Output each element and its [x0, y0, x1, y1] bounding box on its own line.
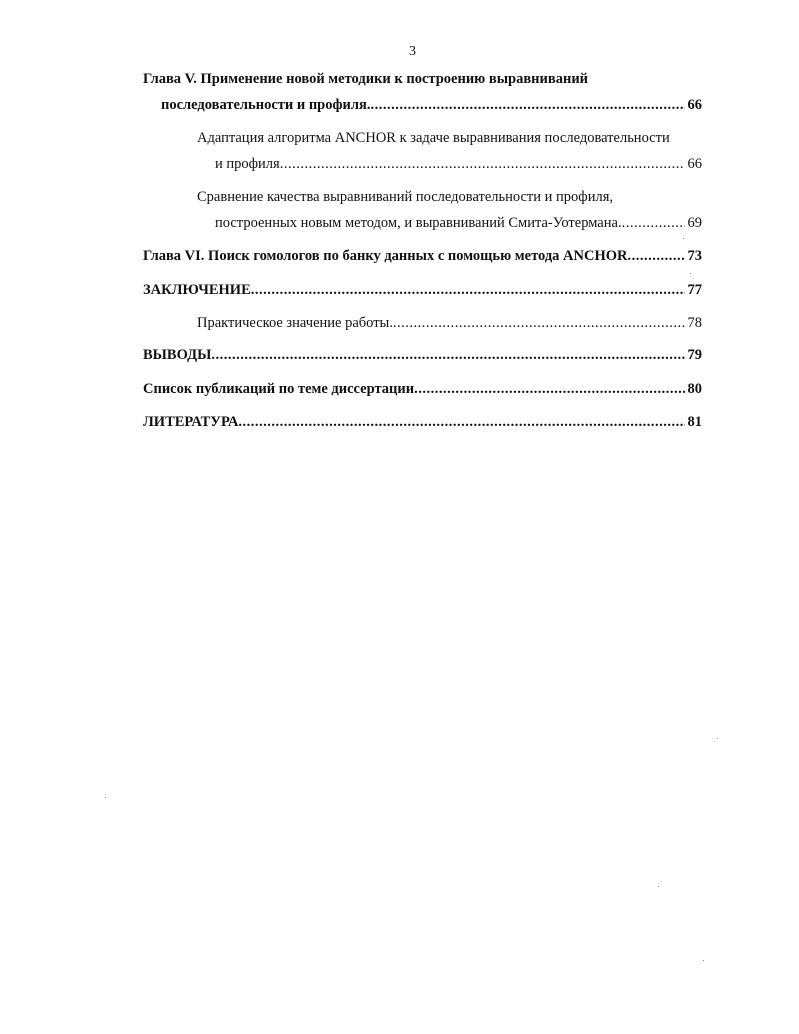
- toc-section-5-1-line1: Адаптация алгоритма ANCHOR к задаче выравнивания последовательности: [197, 130, 670, 146]
- toc-page-number: 81: [687, 414, 702, 430]
- toc-chapter-5-entry: [161, 96, 702, 114]
- scan-speck: [703, 960, 704, 961]
- scan-speck: [717, 738, 718, 739]
- toc-leader-dots: [393, 314, 685, 332]
- toc-chapter-6-entry: [143, 247, 702, 265]
- scan-speck: [658, 886, 659, 887]
- toc-chapter-6-title: Глава VI. Поиск гомологов по банку данных с помощью метода ANCHOR: [143, 248, 628, 264]
- toc-publications-entry: [143, 380, 702, 398]
- toc-leader-dots: [371, 96, 685, 114]
- toc-references-title: ЛИТЕРАТУРА: [143, 414, 239, 430]
- toc-page-number: 79: [687, 347, 702, 363]
- toc-section-5-2-entry: [215, 214, 702, 232]
- toc-page-number: 78: [687, 315, 702, 331]
- toc-conclusion-entry: [143, 281, 702, 299]
- toc-findings-entry: [143, 346, 702, 364]
- toc-conclusion-title: ЗАКЛЮЧЕНИЕ: [143, 282, 251, 298]
- page-number: 3: [409, 44, 416, 59]
- toc-section-5-2-line1: Сравнение качества выравниваний последовательности и профиля,: [197, 189, 613, 205]
- toc-leader-dots: [211, 346, 684, 364]
- toc-findings-title: ВЫВОДЫ: [143, 347, 212, 363]
- toc-section-5-2-line2: построенных новым методом, и выравниваний Смита-Уотермана.: [215, 215, 622, 231]
- toc-chapter-5-title-line2: последовательности и профиля.: [161, 97, 371, 113]
- toc-section-5-1-entry: [215, 155, 702, 173]
- toc-leader-dots: [238, 413, 684, 431]
- toc-section-5-1-line2: и профиля: [215, 156, 280, 172]
- toc-publications-title: Список публикаций по теме диссертации: [143, 381, 415, 397]
- toc-practical-entry: [197, 314, 702, 332]
- toc-page-number: 73: [687, 248, 702, 264]
- toc-leader-dots: [280, 155, 685, 173]
- toc-page-number: 69: [687, 215, 702, 231]
- toc-leader-dots: [622, 214, 685, 232]
- toc-chapter-5-title-line1: Глава V. Применение новой методики к построению выравниваний: [143, 71, 589, 87]
- toc-leader-dots: [414, 380, 684, 398]
- toc-leader-dots: [628, 247, 685, 265]
- toc-page-number: 77: [687, 282, 702, 298]
- toc-page-number: 66: [687, 156, 702, 172]
- scan-speck: [683, 238, 684, 239]
- toc-practical-title: Практическое значение работы.: [197, 315, 393, 331]
- toc-references-entry: [143, 413, 702, 431]
- toc-leader-dots: [251, 281, 685, 299]
- toc-page-number: 80: [687, 381, 702, 397]
- scan-speck: [690, 273, 691, 274]
- toc-page-number: 66: [687, 97, 702, 113]
- scan-speck: [105, 797, 106, 798]
